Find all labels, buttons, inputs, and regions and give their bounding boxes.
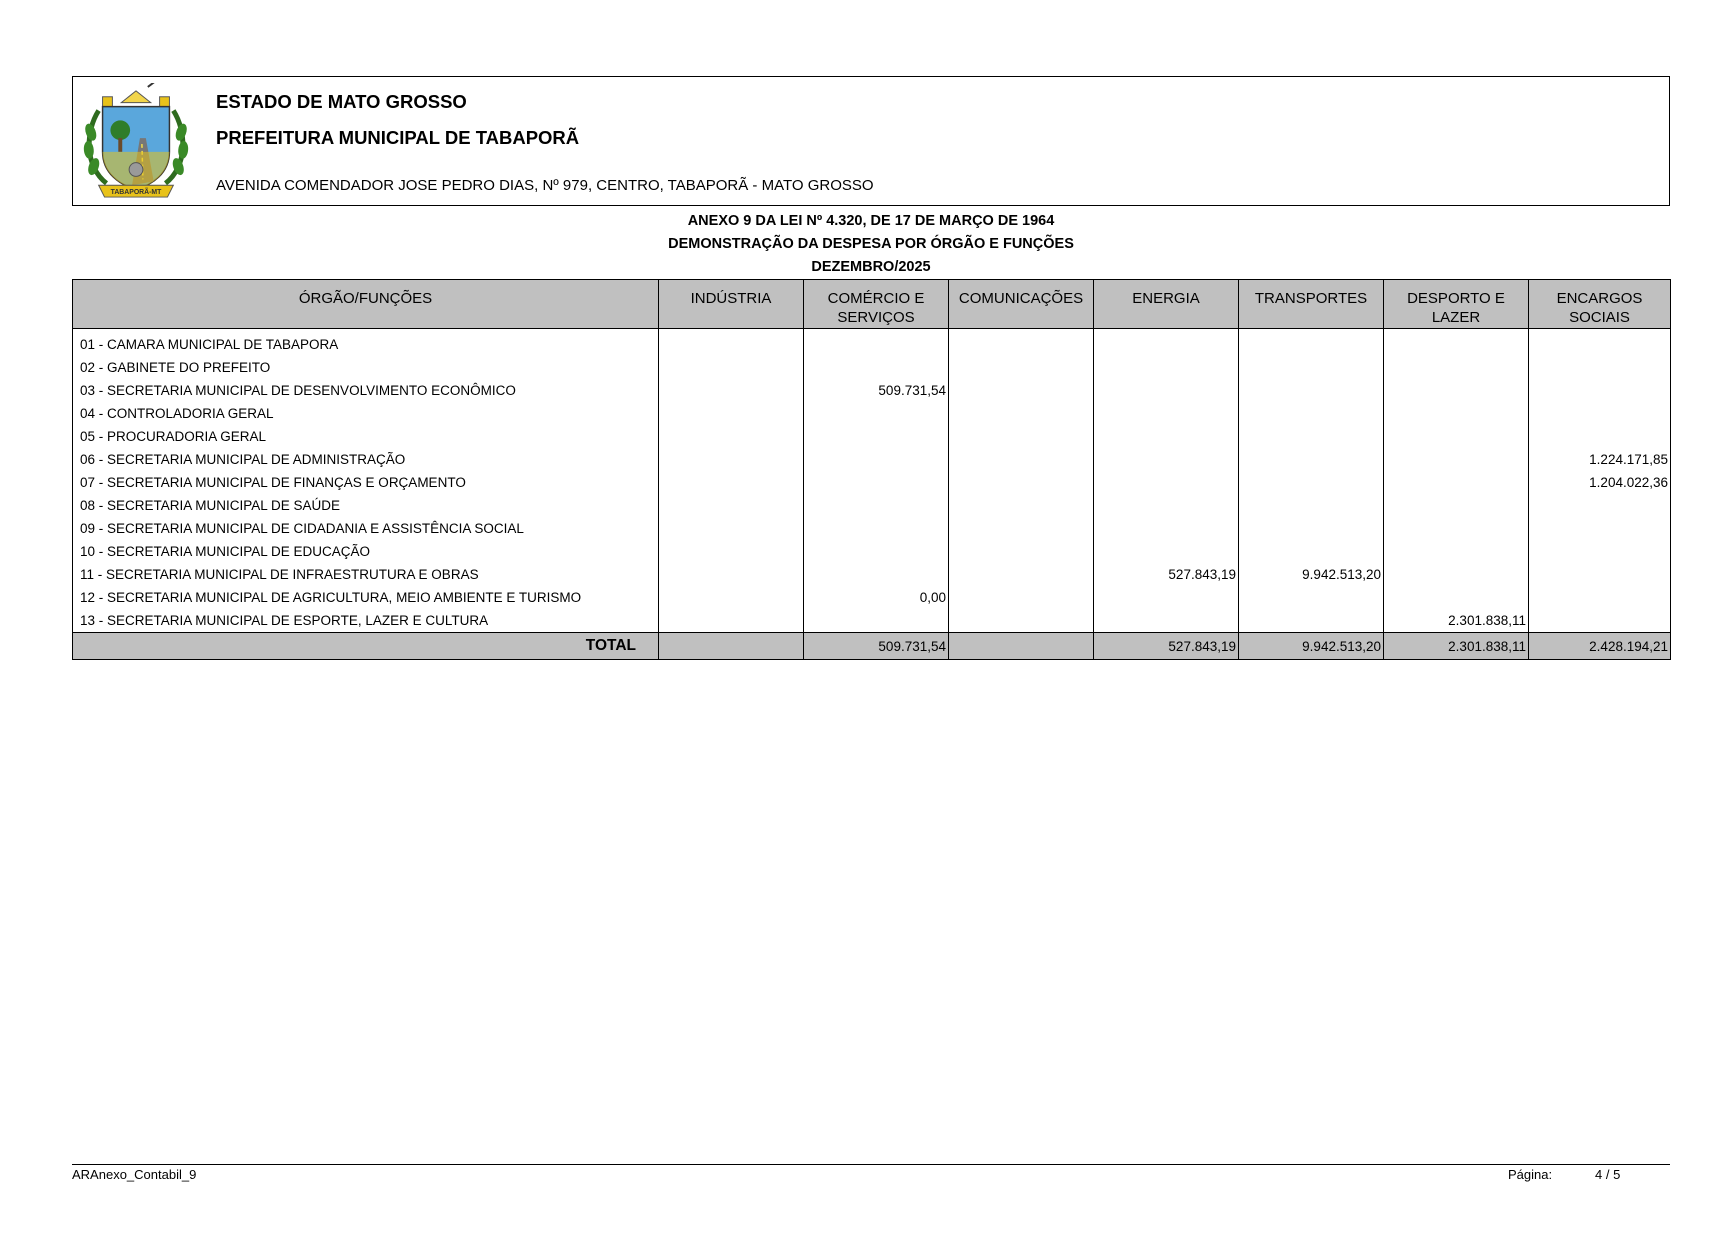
report-title-law: ANEXO 9 DA LEI Nº 4.320, DE 17 DE MARÇO DE 1964 <box>687 213 1055 229</box>
row-value-cell <box>1384 517 1529 540</box>
row-orgao-label: 08 - SECRETARIA MUNICIPAL DE SAÚDE <box>73 494 659 517</box>
row-value-cell <box>1529 586 1671 609</box>
row-value-cell: 527.843,19 <box>1094 563 1239 586</box>
row-value-cell <box>804 356 949 379</box>
row-value-cell <box>1529 563 1671 586</box>
total-value-cell <box>659 633 804 660</box>
column-header-energia: ENERGIA <box>1094 280 1239 329</box>
row-value-cell <box>1384 425 1529 448</box>
row-value-cell <box>949 540 1094 563</box>
row-value-cell <box>804 540 949 563</box>
row-value-cell <box>659 563 804 586</box>
column-header-comunicacoes: COMUNICAÇÕES <box>949 280 1094 329</box>
row-value-cell <box>1529 379 1671 402</box>
row-orgao-label: 09 - SECRETARIA MUNICIPAL DE CIDADANIA E ASSISTÊNCIA SOCIAL <box>73 517 659 540</box>
row-value-cell <box>804 609 949 633</box>
table-row <box>73 609 1671 633</box>
row-value-cell <box>1384 540 1529 563</box>
row-value-cell <box>1529 494 1671 517</box>
row-value-cell <box>1094 402 1239 425</box>
svg-text:TABAPORÃ-MT: TABAPORÃ-MT <box>110 189 162 197</box>
row-value-cell <box>1529 402 1671 425</box>
row-orgao-label: 06 - SECRETARIA MUNICIPAL DE ADMINISTRAÇÃO <box>73 448 659 471</box>
total-value-cell: 9.942.513,20 <box>1239 633 1384 660</box>
row-value-cell <box>1529 356 1671 379</box>
total-label: TOTAL <box>73 633 659 660</box>
row-orgao-label: 10 - SECRETARIA MUNICIPAL DE EDUCAÇÃO <box>73 540 659 563</box>
total-value-cell: 527.843,19 <box>1094 633 1239 660</box>
header-address: AVENIDA COMENDADOR JOSE PEDRO DIAS, Nº 979, CENTRO, TABAPORÃ - MATO GROSSO <box>216 177 874 194</box>
row-value-cell <box>1239 448 1384 471</box>
row-value-cell <box>1384 448 1529 471</box>
row-value-cell <box>1239 402 1384 425</box>
row-value-cell <box>1384 494 1529 517</box>
row-value-cell <box>659 448 804 471</box>
column-header-industria: INDÚSTRIA <box>659 280 804 329</box>
row-value-cell <box>659 329 804 357</box>
row-value-cell <box>1094 540 1239 563</box>
report-titles <box>72 210 1670 279</box>
row-value-cell <box>1094 379 1239 402</box>
column-header-comercio: COMÉRCIO E SERVIÇOS <box>804 280 949 329</box>
footer-report-id: ARAnexo_Contabil_9 <box>72 1167 197 1182</box>
row-value-cell <box>949 448 1094 471</box>
row-value-cell <box>1094 425 1239 448</box>
row-orgao-label: 13 - SECRETARIA MUNICIPAL DE ESPORTE, LAZER E CULTURA <box>73 609 659 633</box>
row-value-cell <box>949 517 1094 540</box>
row-orgao-label: 04 - CONTROLADORIA GERAL <box>73 402 659 425</box>
row-value-cell <box>1529 329 1671 357</box>
row-value-cell <box>1239 494 1384 517</box>
row-value-cell <box>949 379 1094 402</box>
header-prefecture-name: PREFEITURA MUNICIPAL DE TABAPORÃ <box>216 127 580 148</box>
expense-table <box>72 279 1671 660</box>
row-value-cell <box>1239 540 1384 563</box>
row-orgao-label: 02 - GABINETE DO PREFEITO <box>73 356 659 379</box>
row-value-cell <box>659 356 804 379</box>
row-value-cell <box>1094 517 1239 540</box>
table-row <box>73 379 1671 402</box>
table-row <box>73 586 1671 609</box>
row-orgao-label: 07 - SECRETARIA MUNICIPAL DE FINANÇAS E ORÇAMENTO <box>73 471 659 494</box>
row-value-cell <box>1094 356 1239 379</box>
row-value-cell <box>1094 471 1239 494</box>
row-value-cell <box>1239 586 1384 609</box>
header-box <box>72 76 1670 206</box>
row-value-cell <box>659 425 804 448</box>
column-header-encargos: ENCARGOS SOCIAIS <box>1529 280 1671 329</box>
row-value-cell <box>1384 356 1529 379</box>
row-value-cell <box>1239 609 1384 633</box>
column-header-desporto: DESPORTO E LAZER <box>1384 280 1529 329</box>
row-value-cell <box>1384 402 1529 425</box>
row-value-cell <box>949 356 1094 379</box>
row-value-cell <box>659 402 804 425</box>
row-value-cell <box>659 540 804 563</box>
row-value-cell <box>804 517 949 540</box>
column-header-orgao: ÓRGÃO/FUNÇÕES <box>73 280 659 329</box>
total-value-cell: 2.301.838,11 <box>1384 633 1529 660</box>
row-value-cell: 1.224.171,85 <box>1529 448 1671 471</box>
row-value-cell <box>1094 494 1239 517</box>
row-value-cell: 2.301.838,11 <box>1384 609 1529 633</box>
row-value-cell <box>804 425 949 448</box>
total-value-cell: 2.428.194,21 <box>1529 633 1671 660</box>
row-value-cell <box>1239 471 1384 494</box>
row-value-cell <box>1094 609 1239 633</box>
row-orgao-label: 12 - SECRETARIA MUNICIPAL DE AGRICULTURA, MEIO AMBIENTE E TURISMO <box>73 586 659 609</box>
total-value-cell: 509.731,54 <box>804 633 949 660</box>
row-value-cell <box>804 471 949 494</box>
row-value-cell <box>659 586 804 609</box>
row-value-cell <box>1239 379 1384 402</box>
row-value-cell <box>1384 471 1529 494</box>
row-value-cell <box>1529 517 1671 540</box>
report-title-demonstration: DEMONSTRAÇÃO DA DESPESA POR ÓRGÃO E FUNÇÕES <box>668 236 1074 252</box>
header-state-name: ESTADO DE MATO GROSSO <box>216 91 467 112</box>
row-value-cell <box>1384 329 1529 357</box>
total-value-cell <box>949 633 1094 660</box>
row-value-cell <box>659 379 804 402</box>
table-row <box>73 425 1671 448</box>
row-value-cell <box>1384 379 1529 402</box>
total-row <box>73 633 1671 660</box>
coat-of-arms-logo <box>77 83 195 201</box>
column-header-transportes: TRANSPORTES <box>1239 280 1384 329</box>
table-body <box>73 329 1671 660</box>
row-value-cell <box>1094 329 1239 357</box>
table-row <box>73 402 1671 425</box>
table-row <box>73 356 1671 379</box>
row-value-cell <box>1239 329 1384 357</box>
row-value-cell <box>804 448 949 471</box>
row-value-cell <box>949 471 1094 494</box>
row-value-cell <box>949 609 1094 633</box>
row-value-cell <box>949 329 1094 357</box>
row-value-cell <box>804 563 949 586</box>
row-value-cell <box>1239 425 1384 448</box>
row-value-cell <box>659 494 804 517</box>
row-value-cell: 0,00 <box>804 586 949 609</box>
row-value-cell <box>949 563 1094 586</box>
row-value-cell: 509.731,54 <box>804 379 949 402</box>
row-value-cell <box>804 402 949 425</box>
row-value-cell <box>1384 563 1529 586</box>
table-row <box>73 517 1671 540</box>
row-value-cell <box>1239 517 1384 540</box>
row-value-cell <box>1384 586 1529 609</box>
row-value-cell: 9.942.513,20 <box>1239 563 1384 586</box>
row-value-cell <box>1529 425 1671 448</box>
table-row <box>73 448 1671 471</box>
row-value-cell <box>1529 540 1671 563</box>
row-value-cell: 1.204.022,36 <box>1529 471 1671 494</box>
row-orgao-label: 05 - PROCURADORIA GERAL <box>73 425 659 448</box>
row-value-cell <box>949 425 1094 448</box>
report-title-period: DEZEMBRO/2025 <box>811 259 931 275</box>
row-value-cell <box>949 494 1094 517</box>
table-row <box>73 471 1671 494</box>
row-value-cell <box>1094 448 1239 471</box>
row-orgao-label: 01 - CAMARA MUNICIPAL DE TABAPORA <box>73 329 659 357</box>
row-value-cell <box>1094 586 1239 609</box>
row-value-cell <box>804 329 949 357</box>
row-value-cell <box>949 586 1094 609</box>
row-orgao-label: 11 - SECRETARIA MUNICIPAL DE INFRAESTRUTURA E OBRAS <box>73 563 659 586</box>
row-orgao-label: 03 - SECRETARIA MUNICIPAL DE DESENVOLVIMENTO ECONÔMICO <box>73 379 659 402</box>
table-row <box>73 494 1671 517</box>
table-header-row <box>73 280 1671 329</box>
footer-divider <box>72 1164 1670 1165</box>
row-value-cell <box>1239 356 1384 379</box>
table-row <box>73 563 1671 586</box>
row-value-cell <box>949 402 1094 425</box>
footer-page-number: 4 / 5 <box>1595 1167 1621 1182</box>
row-value-cell <box>1529 609 1671 633</box>
row-value-cell <box>659 609 804 633</box>
row-value-cell <box>659 471 804 494</box>
footer-page-label: Página: <box>1508 1167 1553 1182</box>
row-value-cell <box>659 517 804 540</box>
table-row <box>73 329 1671 357</box>
row-value-cell <box>804 494 949 517</box>
table-row <box>73 540 1671 563</box>
